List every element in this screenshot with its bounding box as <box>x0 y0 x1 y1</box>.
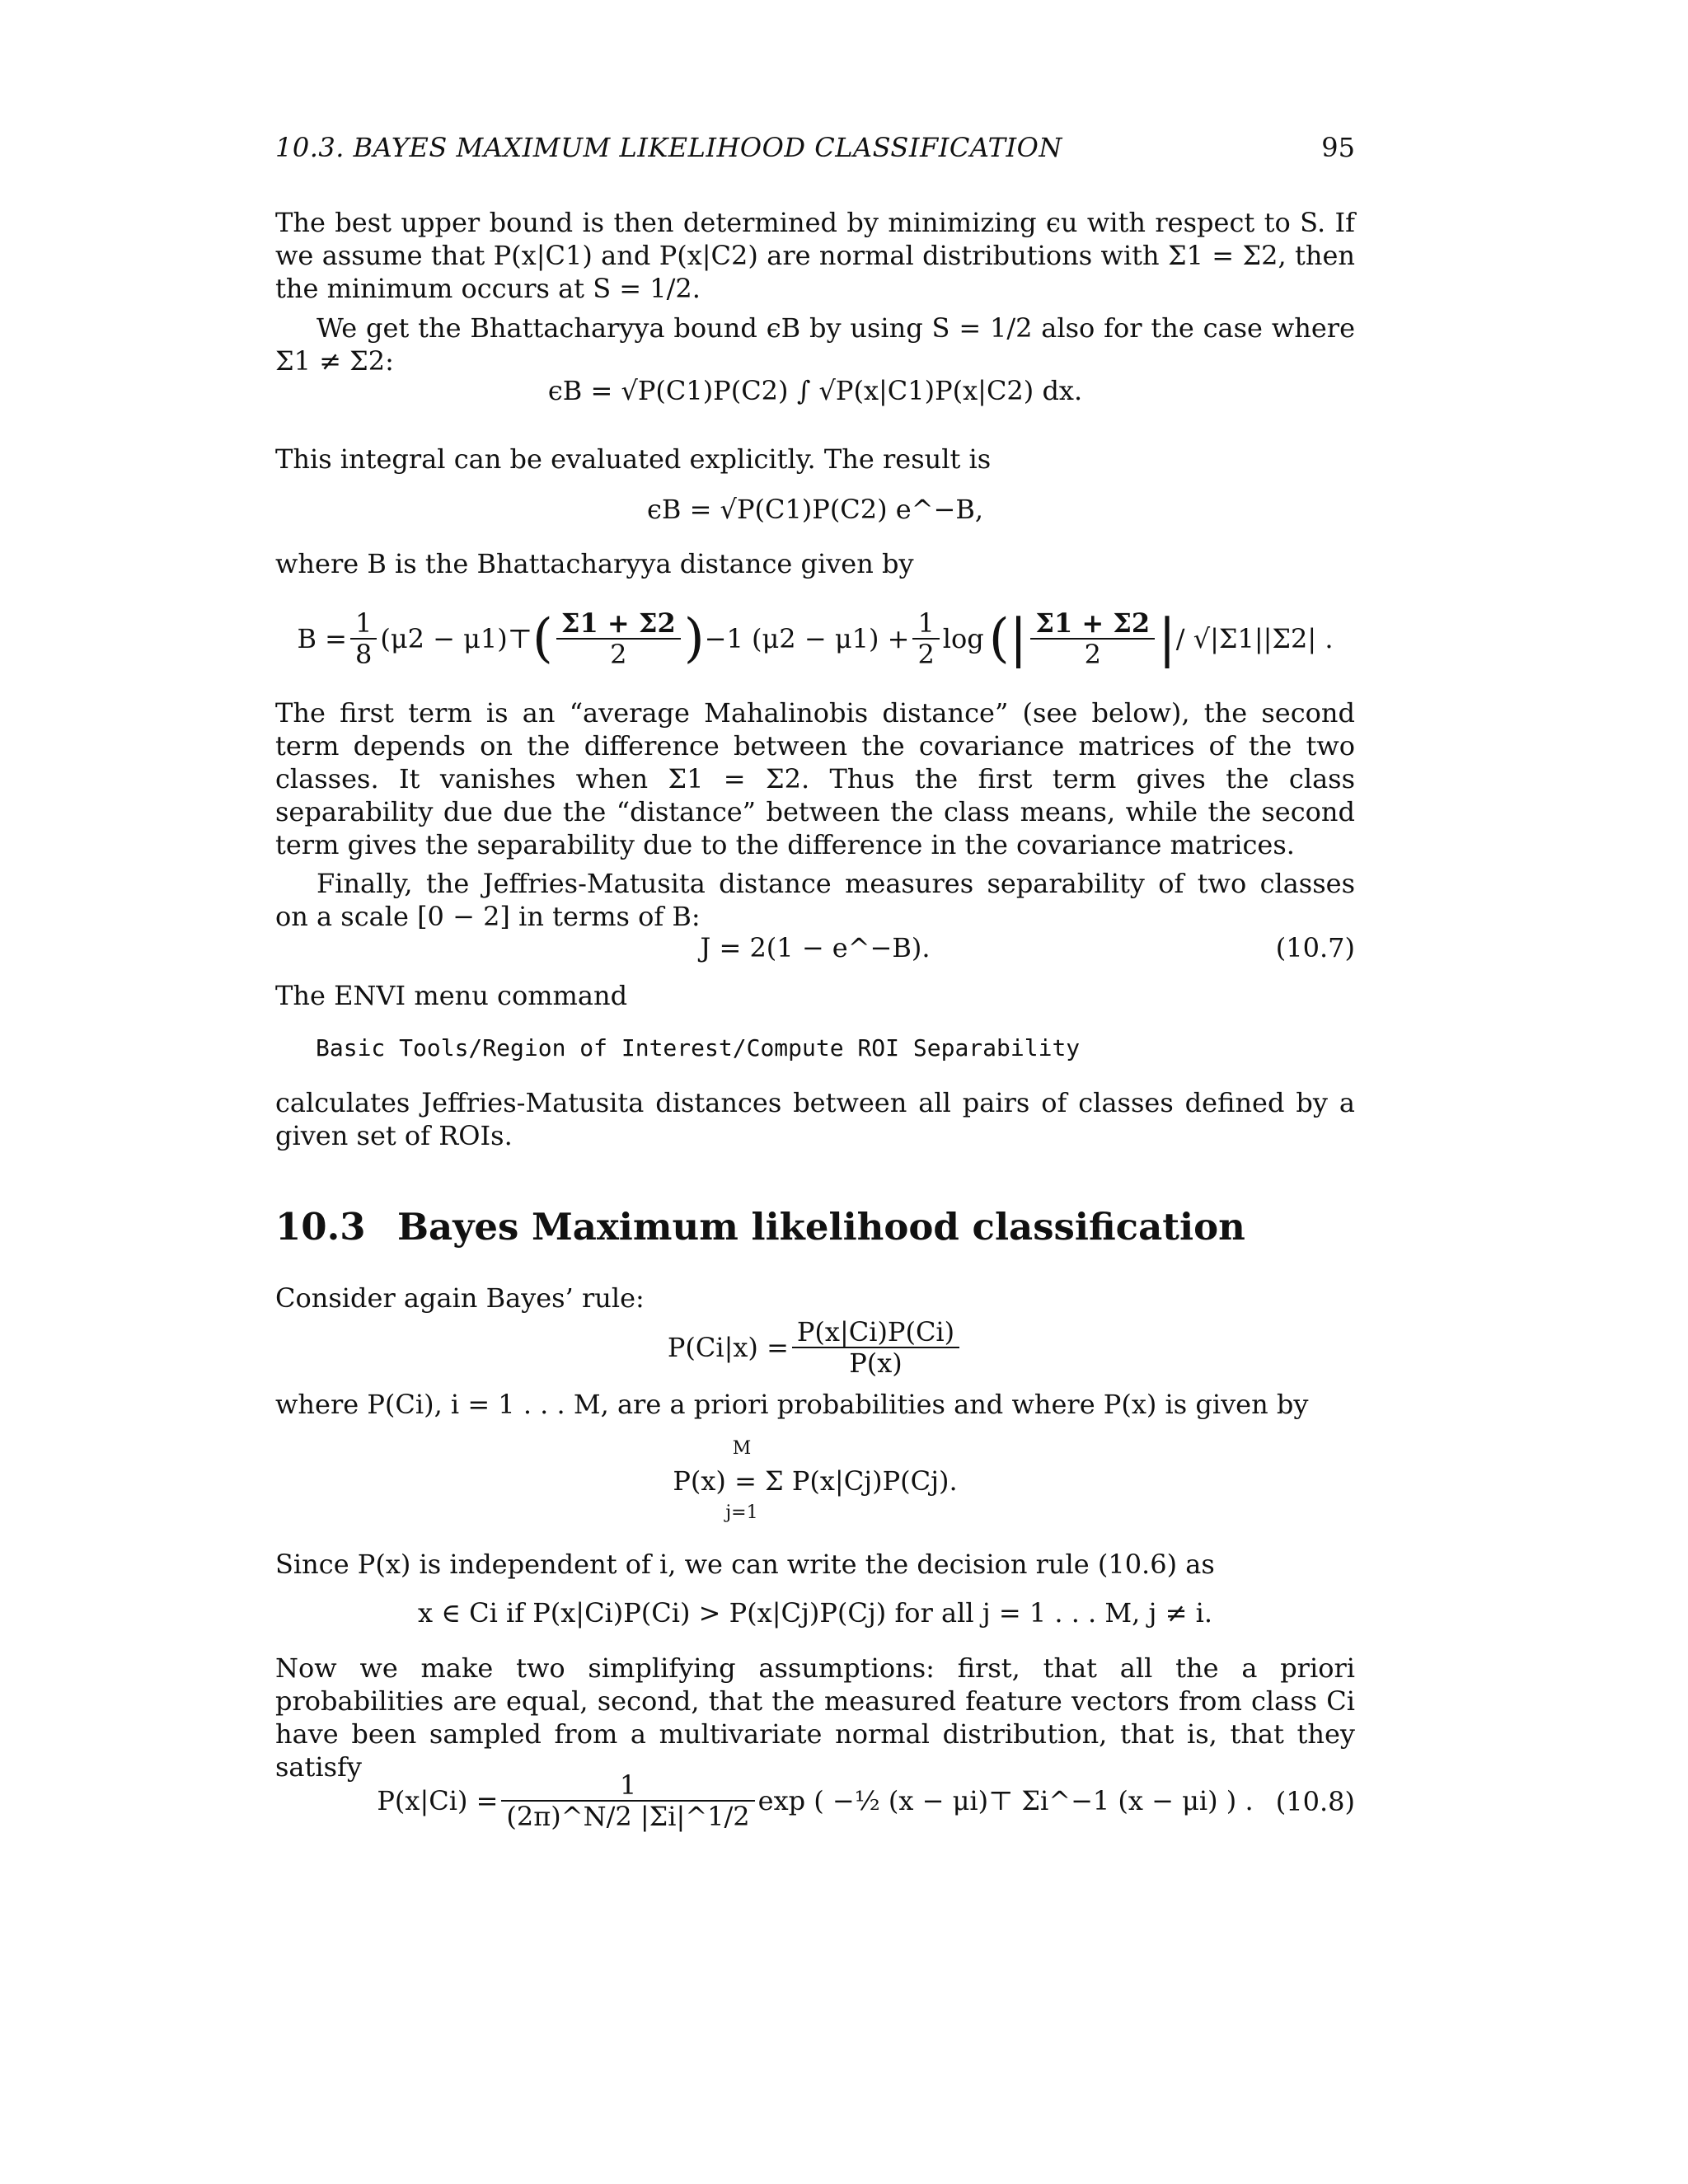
paragraph-bayes-rule: Consider again Bayes’ rule: <box>275 1282 645 1314</box>
eq-j-expression: J = 2(1 − e^−B). <box>700 932 931 963</box>
section-title: Bayes Maximum likelihood classification <box>397 1205 1245 1249</box>
eq-normal-rhs: exp ( −½ (x − μi)⊤ Σi^−1 (x − μi) ) . <box>757 1785 1254 1816</box>
sum-lower-limit: j=1 <box>725 1502 758 1523</box>
equation-jeffries-matusita <box>275 930 1355 966</box>
equation-normal-density <box>275 1764 1355 1838</box>
equation-number-10-8: (10.8) <box>1275 1786 1355 1817</box>
paragraph-decision-rule: Since P(x) is independent of i, we can write the decision rule (10.6) as <box>275 1549 1215 1580</box>
eq-normal-lhs: P(x|Ci) = <box>377 1785 499 1816</box>
eq-normal-fraction <box>501 1770 754 1831</box>
frac-num: 1 <box>912 608 939 640</box>
equation-bhattacharyya-distance <box>275 602 1355 676</box>
paragraph-bhattacharyya-bound: We get the Bhattacharyya bound ϵB by using S = 1/2 also for the case where Σ1 ≠ Σ2: <box>275 312 1355 377</box>
equation-bhattacharyya-result: ϵB = √P(C1)P(C2) e^−B, <box>646 494 984 525</box>
eq-b-fraction-4 <box>1030 608 1155 669</box>
frac-den: P(x) <box>849 1347 903 1379</box>
right-paren: ) <box>683 608 705 669</box>
eq-b-fraction-3 <box>912 608 939 669</box>
eq-b-fraction-1 <box>350 608 377 669</box>
eq-b-log: log <box>942 623 984 654</box>
frac-num: Σ1 + Σ2 <box>556 608 681 640</box>
equation-bayes-rule <box>275 1310 1355 1385</box>
paragraph-bhattacharyya-distance: where B is the Bhattacharyya distance given by <box>275 548 914 579</box>
paragraph-upper-bound: The best upper bound is then determined by minimizing ϵu with respect to S. If we assume that P(x|C1) and P(x|C2) are normal distributions with Σ1 = Σ2, then the minimum occurs at S = 1/2. <box>275 207 1355 304</box>
paragraph-a-priori: where P(Ci), i = 1 . . . M, are a priori probabilities and where P(x) is given by <box>275 1389 1309 1420</box>
eq-b-fraction-2 <box>556 608 681 669</box>
eq-b-tail: / √|Σ1||Σ2| . <box>1175 623 1334 654</box>
envi-menu-path: Basic Tools/Region of Interest/Compute ROI Separability <box>316 1034 1081 1062</box>
equation-evidence <box>275 1438 1355 1529</box>
section-number: 10.3 <box>275 1205 366 1249</box>
eq-bayes-fraction <box>792 1317 959 1378</box>
frac-den: 2 <box>917 639 935 670</box>
eq-px-expression: P(x) = Σ P(x|Cj)P(Cj). <box>673 1465 958 1497</box>
frac-num: 1 <box>501 1770 754 1802</box>
frac-den: (2π)^N/2 |Σi|^1/2 <box>506 1801 750 1832</box>
frac-num: Σ1 + Σ2 <box>1030 608 1155 640</box>
paragraph-assumptions: Now we make two simplifying assumptions: first, that all the a priori probabilities are equal, second, that the measured feature vectors from class Ci have been sampled from a multivariate normal distribution, that is, that they satisfy <box>275 1652 1355 1783</box>
eq-b-lhs: B = <box>297 623 347 654</box>
sum-upper-limit: M <box>732 1438 752 1459</box>
equation-bhattacharyya-bound: ϵB = √P(C1)P(C2) ∫ √P(x|C1)P(x|C2) dx. <box>547 375 1083 406</box>
eq-b-mean-diff: (μ2 − μ1)⊤ <box>380 623 532 654</box>
left-paren: (| <box>988 608 1028 669</box>
running-header <box>275 132 1355 168</box>
eq-bayes-lhs: P(Ci|x) = <box>667 1332 789 1363</box>
frac-den: 2 <box>610 639 627 670</box>
eq-b-inverse-term: −1 (μ2 − μ1) + <box>704 623 910 654</box>
paragraph-envi-command: The ENVI menu command <box>275 980 628 1011</box>
paragraph-jeffries-matusita: Finally, the Jeffries-Matusita distance measures separability of two classes on a scale [0 − 2] in terms of B: <box>275 868 1355 932</box>
paragraph-mahalanobis: The first term is an “average Mahalinobis distance” (see below), the second term depends on the difference between the covariance matrices of the two classes. It vanishes when Σ1 = Σ2. Thus the first term gives the class separability due due the “distance” between the class means, while the second term gives the separability due to the difference in the covariance matrices. <box>275 697 1355 860</box>
frac-num: P(x|Ci)P(Ci) <box>792 1317 959 1348</box>
paragraph-jm-distances: calculates Jeffries-Matusita distances between all pairs of classes defined by a given set of ROIs. <box>275 1087 1355 1151</box>
section-heading <box>275 1205 1245 1249</box>
running-title: 10.3. BAYES MAXIMUM LIKELIHOOD CLASSIFICATION <box>275 132 1062 163</box>
left-paren: ( <box>532 608 553 669</box>
equation-decision-rule: x ∈ Ci if P(x|Ci)P(Ci) > P(x|Cj)P(Cj) for all j = 1 . . . M, j ≠ i. <box>418 1597 1212 1629</box>
abs-bar: | <box>1158 608 1176 669</box>
equation-number-10-7: (10.7) <box>1275 932 1355 963</box>
frac-num: 1 <box>350 608 377 640</box>
frac-den: 8 <box>354 639 373 670</box>
paragraph-integral: This integral can be evaluated explicitly. The result is <box>275 443 992 475</box>
frac-den: 2 <box>1084 639 1101 670</box>
page-number: 95 <box>1321 132 1355 163</box>
